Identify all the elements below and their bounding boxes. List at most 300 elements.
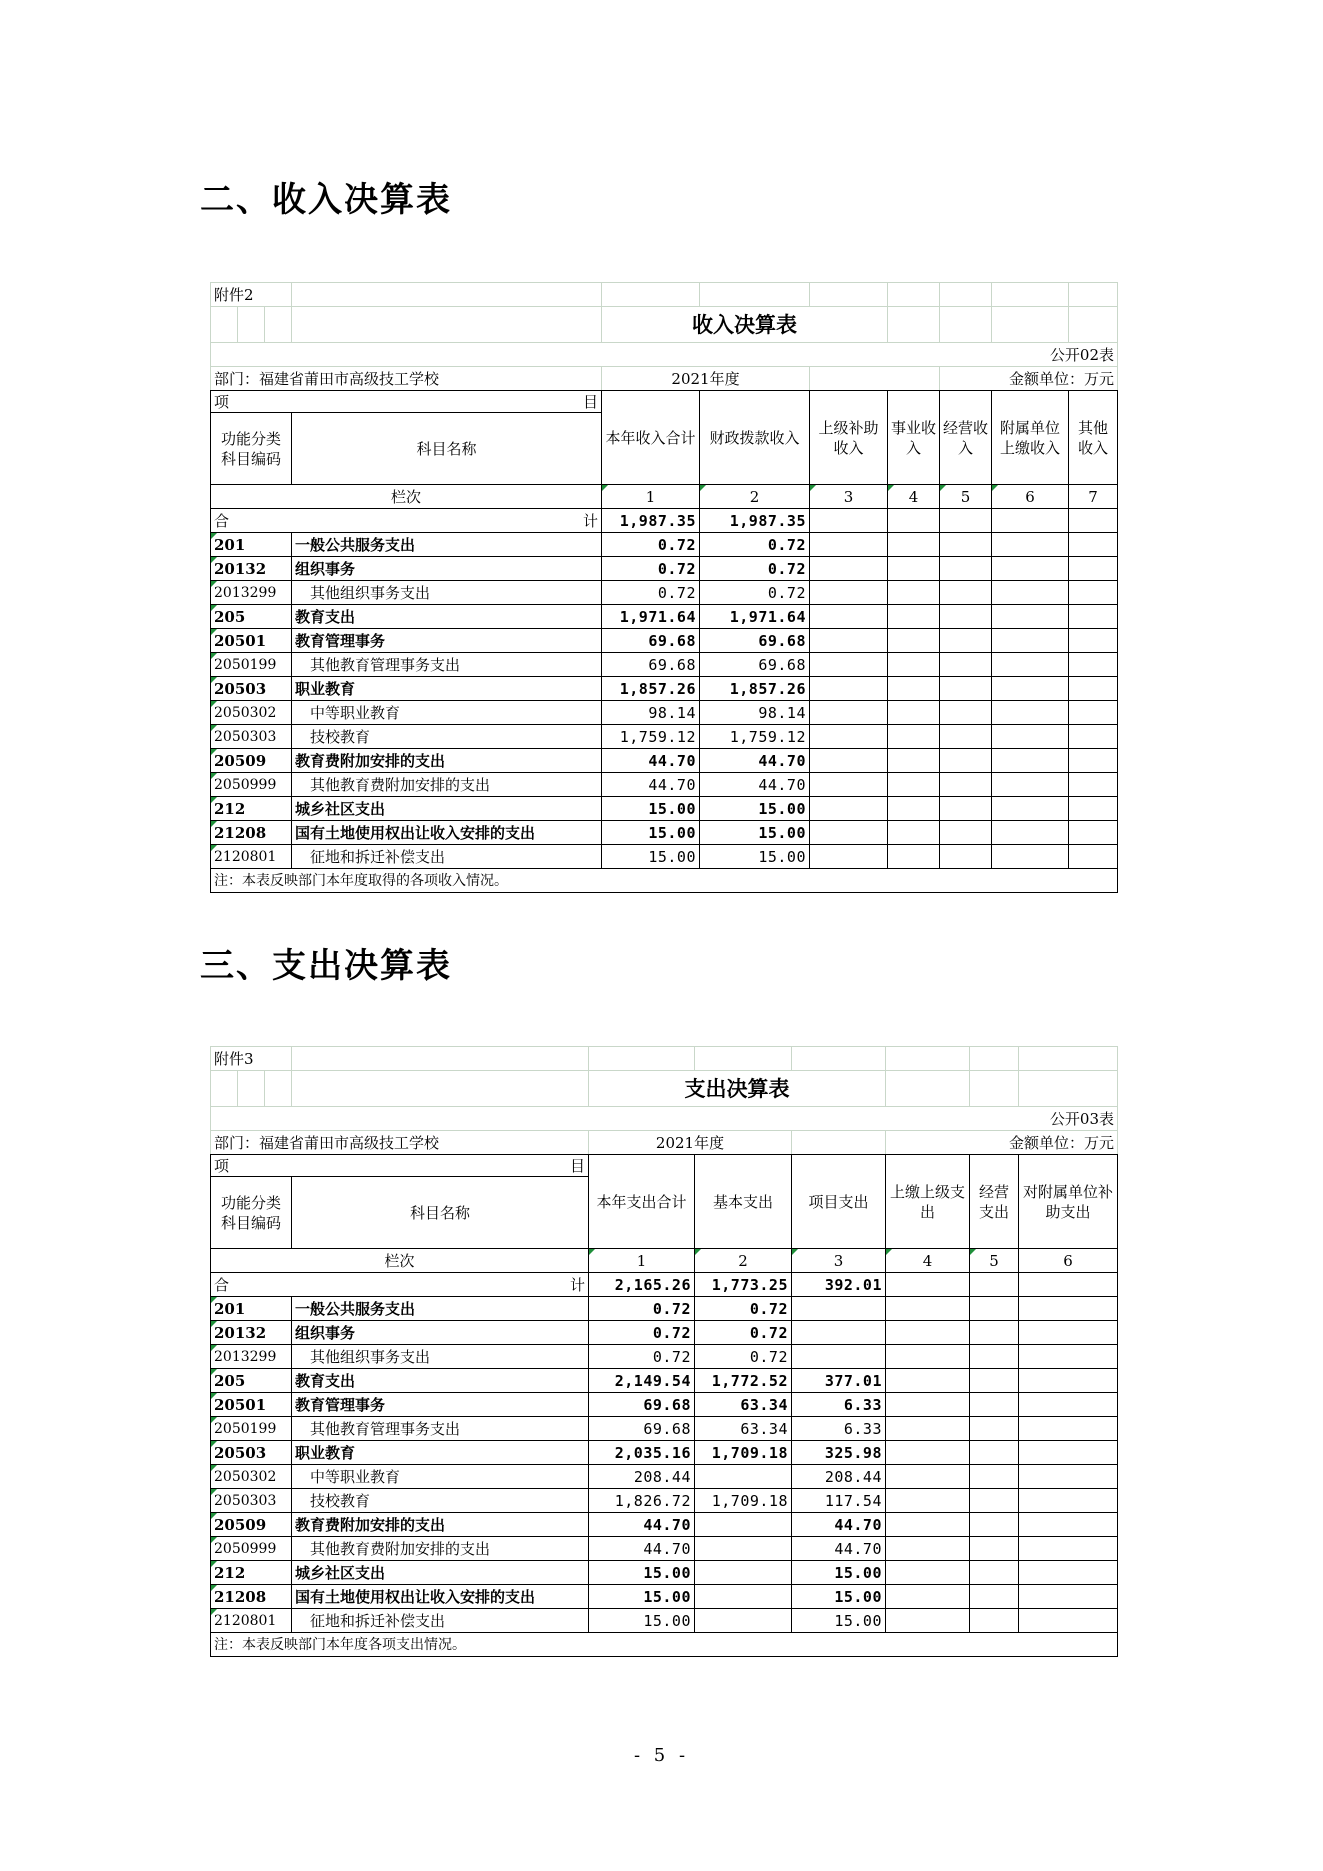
amount-cell: 0.72 — [700, 581, 810, 605]
lanci-label: 栏次 — [211, 1249, 589, 1273]
amount-cell: 0.72 — [695, 1345, 792, 1369]
empty-cell — [886, 1393, 970, 1417]
table-row — [211, 1297, 1118, 1321]
amount-cell — [695, 1537, 792, 1561]
subject-name: 其他组织事务支出 — [292, 1345, 589, 1369]
empty-cell — [970, 1537, 1019, 1561]
table-row — [211, 653, 1118, 677]
col-header-name: 科目名称 — [292, 1177, 589, 1249]
amount-cell: 15.00 — [700, 821, 810, 845]
empty-cell — [940, 533, 992, 557]
empty-cell — [888, 557, 940, 581]
amount-cell: 0.72 — [589, 1321, 695, 1345]
expense-sheet — [210, 1046, 1117, 1657]
subject-name: 教育费附加安排的支出 — [292, 1513, 589, 1537]
empty-cell — [888, 749, 940, 773]
amount-cell: 44.70 — [602, 773, 700, 797]
lanci-num: 6 — [1019, 1249, 1118, 1273]
empty-cell — [940, 821, 992, 845]
empty-cell — [940, 677, 992, 701]
lanci-label: 栏次 — [211, 485, 602, 509]
subject-name: 城乡社区支出 — [292, 1561, 589, 1585]
amount-cell: 208.44 — [792, 1465, 886, 1489]
subject-code: 20509 — [211, 749, 292, 773]
subject-name: 国有土地使用权出让收入安排的支出 — [292, 1585, 589, 1609]
table-row — [211, 677, 1118, 701]
header-xiang: 项 — [214, 1156, 230, 1175]
amount-cell: 69.68 — [589, 1417, 695, 1441]
total-value: 2,165.26 — [589, 1273, 695, 1297]
empty-cell — [970, 1297, 1019, 1321]
total-value: 1,773.25 — [695, 1273, 792, 1297]
amount-cell: 0.72 — [695, 1321, 792, 1345]
empty-cell — [886, 1345, 970, 1369]
empty-cell — [1069, 773, 1118, 797]
empty-cell — [810, 773, 888, 797]
empty-cell — [992, 725, 1069, 749]
amount-cell: 63.34 — [695, 1417, 792, 1441]
amount-unit: 金额单位：万元 — [940, 367, 1118, 391]
table-title: 收入决算表 — [602, 307, 888, 343]
table-title: 支出决算表 — [589, 1071, 886, 1107]
empty-cell — [970, 1393, 1019, 1417]
income-table — [210, 282, 1118, 893]
empty-cell — [810, 533, 888, 557]
amount-cell: 0.72 — [695, 1297, 792, 1321]
empty-cell — [992, 821, 1069, 845]
empty-cell — [992, 773, 1069, 797]
empty-cell — [888, 773, 940, 797]
amount-cell: 15.00 — [589, 1585, 695, 1609]
subject-code: 2050199 — [211, 653, 292, 677]
empty-cell — [1069, 797, 1118, 821]
subject-name: 其他教育费附加安排的支出 — [292, 773, 602, 797]
empty-cell — [1069, 821, 1118, 845]
header-xiang: 项 — [214, 392, 230, 411]
subject-name: 一般公共服务支出 — [292, 1297, 589, 1321]
table-row — [211, 1393, 1118, 1417]
empty-cell — [940, 629, 992, 653]
col-header-3: 项目支出 — [792, 1155, 886, 1249]
empty-cell — [992, 557, 1069, 581]
subject-name: 其他教育管理事务支出 — [292, 653, 602, 677]
attachment-label: 附件3 — [211, 1047, 292, 1071]
amount-cell: 63.34 — [695, 1393, 792, 1417]
amount-cell: 15.00 — [792, 1609, 886, 1633]
empty-cell — [886, 1321, 970, 1345]
subject-name: 教育支出 — [292, 1369, 589, 1393]
amount-cell: 6.33 — [792, 1417, 886, 1441]
empty-cell — [992, 701, 1069, 725]
empty-cell — [1019, 1321, 1118, 1345]
empty-cell — [1019, 1393, 1118, 1417]
amount-cell — [792, 1345, 886, 1369]
amount-cell: 98.14 — [602, 701, 700, 725]
amount-cell: 15.00 — [700, 845, 810, 869]
amount-cell: 1,857.26 — [700, 677, 810, 701]
table-row — [211, 629, 1118, 653]
subject-code: 20509 — [211, 1513, 292, 1537]
empty-cell — [940, 773, 992, 797]
table-row — [211, 1585, 1118, 1609]
empty-cell — [886, 1609, 970, 1633]
subject-name: 城乡社区支出 — [292, 797, 602, 821]
empty-cell — [1069, 605, 1118, 629]
empty-cell — [810, 797, 888, 821]
amount-cell: 6.33 — [792, 1393, 886, 1417]
amount-cell: 15.00 — [602, 845, 700, 869]
col-header-3: 上级补助收入 — [810, 391, 888, 485]
empty-cell — [940, 797, 992, 821]
table-row — [211, 605, 1118, 629]
subject-code: 21208 — [211, 1585, 292, 1609]
amount-cell: 377.01 — [792, 1369, 886, 1393]
empty-cell — [888, 605, 940, 629]
empty-cell — [940, 701, 992, 725]
subject-name: 教育管理事务 — [292, 1393, 589, 1417]
subject-code: 20132 — [211, 557, 292, 581]
col-header-5: 经营支出 — [970, 1155, 1019, 1249]
amount-cell: 98.14 — [700, 701, 810, 725]
empty-cell — [970, 1609, 1019, 1633]
empty-cell — [1069, 629, 1118, 653]
empty-cell — [810, 677, 888, 701]
empty-cell — [1069, 749, 1118, 773]
empty-cell — [1019, 1441, 1118, 1465]
lanci-num: 2 — [700, 485, 810, 509]
empty-cell — [886, 1441, 970, 1465]
lanci-num: 5 — [970, 1249, 1019, 1273]
empty-cell — [810, 653, 888, 677]
subject-name: 职业教育 — [292, 1441, 589, 1465]
total-value: 392.01 — [792, 1273, 886, 1297]
page-number: - 5 - — [633, 1745, 690, 1766]
empty-cell — [970, 1441, 1019, 1465]
subject-code: 20503 — [211, 677, 292, 701]
empty-cell — [886, 1369, 970, 1393]
subject-name: 职业教育 — [292, 677, 602, 701]
amount-cell: 44.70 — [700, 749, 810, 773]
empty-cell — [886, 1537, 970, 1561]
amount-cell: 0.72 — [589, 1297, 695, 1321]
subject-code: 201 — [211, 533, 292, 557]
attachment-label: 附件2 — [211, 283, 292, 307]
lanci-num: 4 — [888, 485, 940, 509]
subject-code: 21208 — [211, 821, 292, 845]
amount-cell: 69.68 — [602, 629, 700, 653]
subject-code: 201 — [211, 1297, 292, 1321]
empty-cell — [940, 725, 992, 749]
subject-code: 2050999 — [211, 1537, 292, 1561]
empty-cell — [992, 581, 1069, 605]
amount-cell: 69.68 — [700, 629, 810, 653]
amount-cell: 325.98 — [792, 1441, 886, 1465]
lanci-num: 2 — [695, 1249, 792, 1273]
empty-cell — [970, 1561, 1019, 1585]
empty-cell — [1069, 677, 1118, 701]
amount-cell: 2,035.16 — [589, 1441, 695, 1465]
empty-cell — [992, 749, 1069, 773]
fiscal-year: 2021年度 — [589, 1131, 792, 1155]
col-header-6: 对附属单位补助支出 — [1019, 1155, 1118, 1249]
empty-cell — [1019, 1561, 1118, 1585]
amount-cell: 1,709.18 — [695, 1489, 792, 1513]
subject-code: 205 — [211, 605, 292, 629]
header-mu: 目 — [582, 392, 598, 411]
subject-name: 技校教育 — [292, 725, 602, 749]
empty-cell — [886, 1297, 970, 1321]
table-row — [211, 749, 1118, 773]
table-row — [211, 1369, 1118, 1393]
amount-cell: 69.68 — [589, 1393, 695, 1417]
subject-name: 一般公共服务支出 — [292, 533, 602, 557]
table-row — [211, 797, 1118, 821]
empty-cell — [888, 821, 940, 845]
subject-code: 2050199 — [211, 1417, 292, 1441]
empty-cell — [992, 845, 1069, 869]
empty-cell — [1019, 1369, 1118, 1393]
amount-cell: 44.70 — [792, 1537, 886, 1561]
empty-cell — [1069, 557, 1118, 581]
amount-cell: 0.72 — [602, 533, 700, 557]
table-note: 注：本表反映部门本年度各项支出情况。 — [211, 1633, 1118, 1657]
amount-cell — [792, 1321, 886, 1345]
total-he: 合 — [214, 511, 230, 530]
empty-cell — [810, 629, 888, 653]
empty-cell — [886, 1417, 970, 1441]
table-row — [211, 1465, 1118, 1489]
amount-cell: 1,759.12 — [700, 725, 810, 749]
lanci-num: 6 — [992, 485, 1069, 509]
subject-code: 2050303 — [211, 725, 292, 749]
empty-cell — [992, 653, 1069, 677]
empty-cell — [810, 749, 888, 773]
subject-code: 20501 — [211, 629, 292, 653]
subject-name: 中等职业教育 — [292, 701, 602, 725]
table-row — [211, 773, 1118, 797]
empty-cell — [888, 533, 940, 557]
empty-cell — [810, 845, 888, 869]
amount-cell: 1,857.26 — [602, 677, 700, 701]
subject-code: 2120801 — [211, 1609, 292, 1633]
amount-cell: 0.72 — [700, 533, 810, 557]
amount-cell: 69.68 — [700, 653, 810, 677]
amount-cell: 1,759.12 — [602, 725, 700, 749]
amount-cell: 44.70 — [602, 749, 700, 773]
subject-code: 2013299 — [211, 581, 292, 605]
expense-table — [210, 1046, 1118, 1657]
empty-cell — [1069, 653, 1118, 677]
empty-cell — [810, 581, 888, 605]
expense-section-title: 三、支出决算表 — [200, 946, 452, 986]
total-value: 1,987.35 — [700, 509, 810, 533]
table-row — [211, 581, 1118, 605]
table-row — [211, 845, 1118, 869]
col-header-1: 本年收入合计 — [602, 391, 700, 485]
amount-cell: 1,826.72 — [589, 1489, 695, 1513]
lanci-num: 3 — [792, 1249, 886, 1273]
amount-cell: 208.44 — [589, 1465, 695, 1489]
subject-code: 2013299 — [211, 1345, 292, 1369]
subject-name: 组织事务 — [292, 1321, 589, 1345]
subject-code: 2050999 — [211, 773, 292, 797]
col-header-1: 本年支出合计 — [589, 1155, 695, 1249]
table-row — [211, 725, 1118, 749]
amount-cell: 1,971.64 — [602, 605, 700, 629]
empty-cell — [886, 1513, 970, 1537]
amount-cell: 15.00 — [602, 821, 700, 845]
empty-cell — [970, 1465, 1019, 1489]
empty-cell — [886, 1585, 970, 1609]
subject-name: 教育支出 — [292, 605, 602, 629]
amount-cell — [695, 1465, 792, 1489]
department-label: 部门：福建省莆田市高级技工学校 — [211, 367, 602, 391]
amount-cell: 44.70 — [792, 1513, 886, 1537]
amount-cell: 15.00 — [602, 797, 700, 821]
subject-code: 20503 — [211, 1441, 292, 1465]
empty-cell — [940, 749, 992, 773]
form-number: 公开03表 — [970, 1107, 1118, 1131]
table-row — [211, 701, 1118, 725]
amount-cell — [695, 1585, 792, 1609]
lanci-num: 4 — [886, 1249, 970, 1273]
subject-code: 212 — [211, 797, 292, 821]
empty-cell — [1019, 1465, 1118, 1489]
empty-cell — [888, 581, 940, 605]
empty-cell — [1019, 1609, 1118, 1633]
empty-cell — [970, 1585, 1019, 1609]
subject-name: 其他教育管理事务支出 — [292, 1417, 589, 1441]
amount-cell — [695, 1513, 792, 1537]
table-row — [211, 1441, 1118, 1465]
empty-cell — [886, 1465, 970, 1489]
empty-cell — [810, 605, 888, 629]
table-row — [211, 557, 1118, 581]
subject-name: 教育费附加安排的支出 — [292, 749, 602, 773]
table-row — [211, 1537, 1118, 1561]
amount-cell: 15.00 — [792, 1585, 886, 1609]
total-he: 合 — [214, 1275, 230, 1294]
subject-name: 其他组织事务支出 — [292, 581, 602, 605]
lanci-num: 1 — [589, 1249, 695, 1273]
amount-cell: 15.00 — [792, 1561, 886, 1585]
empty-cell — [940, 653, 992, 677]
empty-cell — [970, 1417, 1019, 1441]
empty-cell — [888, 701, 940, 725]
amount-cell — [792, 1297, 886, 1321]
total-value: 1,987.35 — [602, 509, 700, 533]
income-section-title: 二、收入决算表 — [200, 180, 452, 220]
subject-code: 2050302 — [211, 701, 292, 725]
total-ji: 计 — [569, 1275, 585, 1294]
amount-cell: 44.70 — [589, 1513, 695, 1537]
col-header-4: 事业收入 — [888, 391, 940, 485]
fiscal-year: 2021年度 — [602, 367, 810, 391]
empty-cell — [1019, 1537, 1118, 1561]
subject-code: 2050303 — [211, 1489, 292, 1513]
table-row — [211, 1609, 1118, 1633]
amount-cell — [695, 1609, 792, 1633]
empty-cell — [992, 533, 1069, 557]
empty-cell — [1069, 845, 1118, 869]
empty-cell — [886, 1561, 970, 1585]
subject-code: 20501 — [211, 1393, 292, 1417]
col-header-2: 基本支出 — [695, 1155, 792, 1249]
amount-cell: 0.72 — [700, 557, 810, 581]
empty-cell — [886, 1489, 970, 1513]
income-sheet — [210, 282, 1117, 893]
form-number: 公开02表 — [992, 343, 1118, 367]
subject-code: 2120801 — [211, 845, 292, 869]
subject-code: 212 — [211, 1561, 292, 1585]
empty-cell — [1019, 1513, 1118, 1537]
amount-cell: 15.00 — [589, 1561, 695, 1585]
col-header-7: 其他收入 — [1069, 391, 1118, 485]
empty-cell — [940, 557, 992, 581]
subject-name: 组织事务 — [292, 557, 602, 581]
amount-cell: 117.54 — [792, 1489, 886, 1513]
amount-cell: 44.70 — [700, 773, 810, 797]
empty-cell — [1019, 1345, 1118, 1369]
amount-cell: 15.00 — [589, 1609, 695, 1633]
empty-cell — [888, 653, 940, 677]
lanci-num: 7 — [1069, 485, 1118, 509]
col-header-code: 功能分类科目编码 — [211, 1177, 292, 1249]
col-header-5: 经营收入 — [940, 391, 992, 485]
amount-cell — [695, 1561, 792, 1585]
amount-cell: 0.72 — [602, 557, 700, 581]
empty-cell — [940, 581, 992, 605]
empty-cell — [970, 1321, 1019, 1345]
amount-cell: 1,772.52 — [695, 1369, 792, 1393]
department-label: 部门：福建省莆田市高级技工学校 — [211, 1131, 589, 1155]
amount-unit: 金额单位：万元 — [886, 1131, 1118, 1155]
empty-cell — [970, 1369, 1019, 1393]
amount-cell: 1,709.18 — [695, 1441, 792, 1465]
empty-cell — [810, 821, 888, 845]
empty-cell — [1019, 1489, 1118, 1513]
lanci-num: 5 — [940, 485, 992, 509]
table-row — [211, 1345, 1118, 1369]
empty-cell — [940, 845, 992, 869]
subject-name: 教育管理事务 — [292, 629, 602, 653]
empty-cell — [888, 725, 940, 749]
empty-cell — [888, 677, 940, 701]
table-row — [211, 1417, 1118, 1441]
table-row — [211, 533, 1118, 557]
subject-name: 技校教育 — [292, 1489, 589, 1513]
subject-name: 国有土地使用权出让收入安排的支出 — [292, 821, 602, 845]
amount-cell: 0.72 — [589, 1345, 695, 1369]
lanci-num: 3 — [810, 485, 888, 509]
subject-code: 2050302 — [211, 1465, 292, 1489]
col-header-4: 上缴上级支出 — [886, 1155, 970, 1249]
empty-cell — [992, 797, 1069, 821]
empty-cell — [1069, 701, 1118, 725]
total-ji: 计 — [582, 511, 598, 530]
col-header-name: 科目名称 — [292, 413, 602, 485]
empty-cell — [1019, 1417, 1118, 1441]
subject-name: 其他教育费附加安排的支出 — [292, 1537, 589, 1561]
lanci-num: 1 — [602, 485, 700, 509]
empty-cell — [810, 725, 888, 749]
col-header-6: 附属单位上缴收入 — [992, 391, 1069, 485]
amount-cell: 0.72 — [602, 581, 700, 605]
empty-cell — [992, 677, 1069, 701]
col-header-2: 财政拨款收入 — [700, 391, 810, 485]
empty-cell — [970, 1345, 1019, 1369]
table-row — [211, 1321, 1118, 1345]
